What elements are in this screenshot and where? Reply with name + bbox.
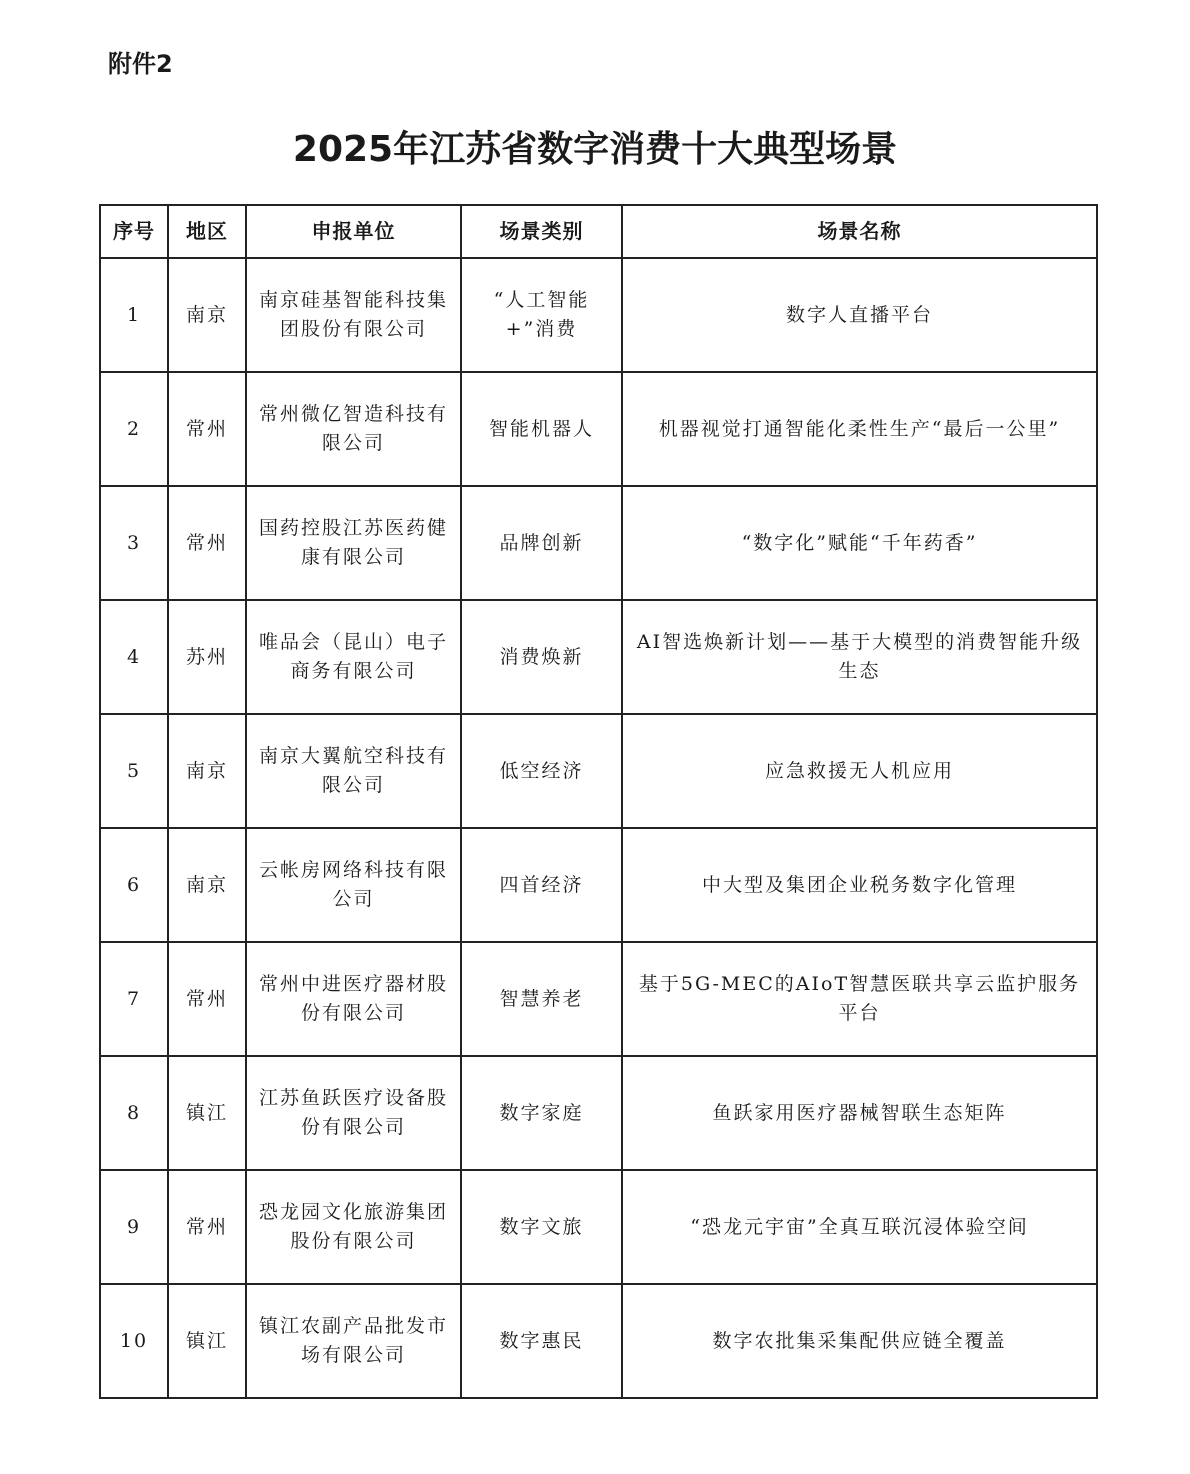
cell-region: 常州 xyxy=(168,942,246,1056)
cell-no: 2 xyxy=(100,372,168,486)
cell-region: 南京 xyxy=(168,828,246,942)
cell-category: 数字文旅 xyxy=(461,1170,622,1284)
table-row xyxy=(100,372,1097,486)
table-row xyxy=(100,1170,1097,1284)
cell-region: 镇江 xyxy=(168,1056,246,1170)
cell-unit: 常州中进医疗器材股份有限公司 xyxy=(246,942,461,1056)
cell-unit: 南京硅基智能科技集团股份有限公司 xyxy=(246,258,461,372)
table-row xyxy=(100,1284,1097,1398)
cell-region: 镇江 xyxy=(168,1284,246,1398)
header-row xyxy=(100,205,1097,258)
cell-category: 智能机器人 xyxy=(461,372,622,486)
cell-no: 4 xyxy=(100,600,168,714)
cell-category: 低空经济 xyxy=(461,714,622,828)
table-row xyxy=(100,258,1097,372)
cell-scene: “数字化”赋能“千年药香” xyxy=(622,486,1097,600)
header-region: 地区 xyxy=(168,205,246,258)
cell-scene: 鱼跃家用医疗器械智联生态矩阵 xyxy=(622,1056,1097,1170)
cell-unit: 唯品会（昆山）电子商务有限公司 xyxy=(246,600,461,714)
cell-no: 10 xyxy=(100,1284,168,1398)
cell-unit: 镇江农副产品批发市场有限公司 xyxy=(246,1284,461,1398)
table-row xyxy=(100,828,1097,942)
cell-no: 9 xyxy=(100,1170,168,1284)
cell-scene: 数字农批集采集配供应链全覆盖 xyxy=(622,1284,1097,1398)
cell-category: 数字家庭 xyxy=(461,1056,622,1170)
cell-unit: 恐龙园文化旅游集团股份有限公司 xyxy=(246,1170,461,1284)
cell-no: 1 xyxy=(100,258,168,372)
table-body xyxy=(100,258,1097,1398)
table-row xyxy=(100,714,1097,828)
cell-scene: 机器视觉打通智能化柔性生产“最后一公里” xyxy=(622,372,1097,486)
cell-category: 智慧养老 xyxy=(461,942,622,1056)
cell-unit: 国药控股江苏医药健康有限公司 xyxy=(246,486,461,600)
cell-unit: 南京大翼航空科技有限公司 xyxy=(246,714,461,828)
header-unit: 申报单位 xyxy=(246,205,461,258)
cell-unit: 云帐房网络科技有限公司 xyxy=(246,828,461,942)
table-row xyxy=(100,1056,1097,1170)
cell-scene: 数字人直播平台 xyxy=(622,258,1097,372)
cell-region: 常州 xyxy=(168,1170,246,1284)
table-row xyxy=(100,942,1097,1056)
table-header xyxy=(100,205,1097,258)
cell-scene: 应急救援无人机应用 xyxy=(622,714,1097,828)
scenes-table xyxy=(99,204,1098,1399)
cell-unit: 常州微亿智造科技有限公司 xyxy=(246,372,461,486)
document-title: 2025年江苏省数字消费十大典型场景 xyxy=(292,129,898,170)
cell-scene: “恐龙元宇宙”全真互联沉浸体验空间 xyxy=(622,1170,1097,1284)
cell-region: 苏州 xyxy=(168,600,246,714)
cell-no: 8 xyxy=(100,1056,168,1170)
header-scene: 场景名称 xyxy=(622,205,1097,258)
header-no: 序号 xyxy=(100,205,168,258)
cell-category: 消费焕新 xyxy=(461,600,622,714)
cell-no: 7 xyxy=(100,942,168,1056)
cell-no: 3 xyxy=(100,486,168,600)
cell-region: 南京 xyxy=(168,714,246,828)
cell-unit: 江苏鱼跃医疗设备股份有限公司 xyxy=(246,1056,461,1170)
cell-category: 品牌创新 xyxy=(461,486,622,600)
cell-scene: 中大型及集团企业税务数字化管理 xyxy=(622,828,1097,942)
cell-no: 6 xyxy=(100,828,168,942)
cell-category: “人工智能+”消费 xyxy=(461,258,622,372)
header-category: 场景类别 xyxy=(461,205,622,258)
cell-scene: AI智选焕新计划——基于大模型的消费智能升级生态 xyxy=(622,600,1097,714)
cell-category: 四首经济 xyxy=(461,828,622,942)
attachment-label: 附件2 xyxy=(108,50,173,78)
cell-no: 5 xyxy=(100,714,168,828)
cell-region: 南京 xyxy=(168,258,246,372)
cell-scene: 基于5G-MEC的AIoT智慧医联共享云监护服务平台 xyxy=(622,942,1097,1056)
cell-region: 常州 xyxy=(168,372,246,486)
table-row xyxy=(100,600,1097,714)
cell-category: 数字惠民 xyxy=(461,1284,622,1398)
table-row xyxy=(100,486,1097,600)
cell-region: 常州 xyxy=(168,486,246,600)
